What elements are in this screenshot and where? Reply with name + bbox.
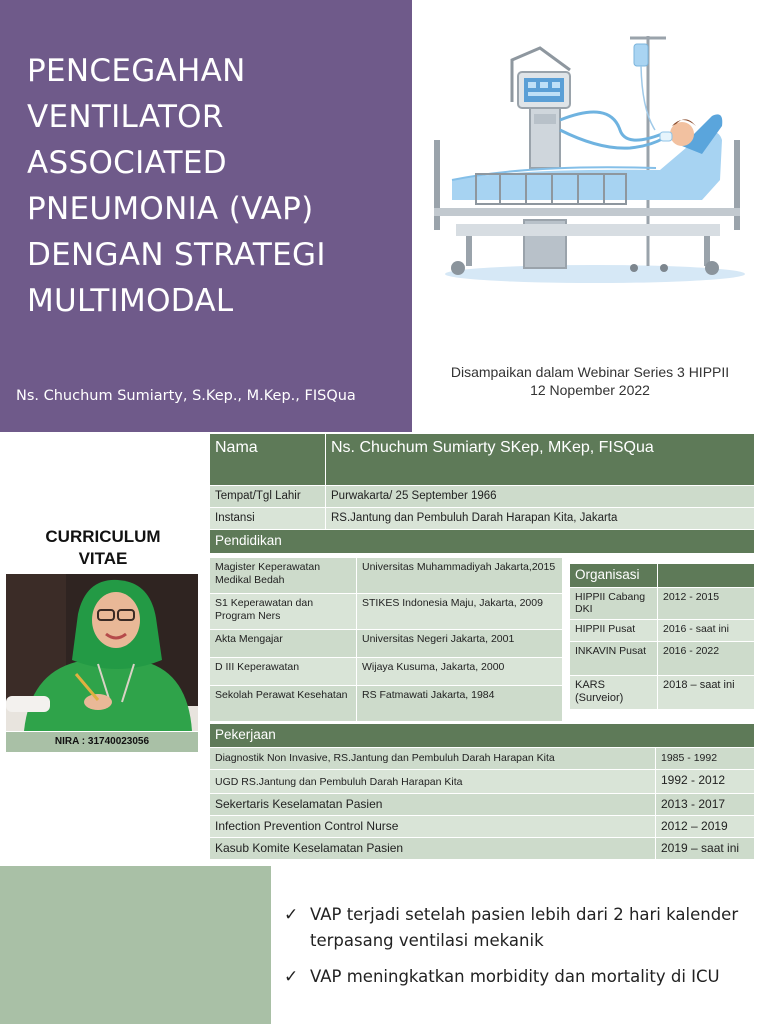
event-info bbox=[412, 363, 768, 399]
check-icon: ✓ bbox=[284, 967, 299, 987]
cv-heading-line: CURRICULUM bbox=[45, 527, 161, 546]
organization-name-cell: INKAVIN Pusat bbox=[570, 642, 658, 676]
event-name: Disampaikan dalam Webinar Series 3 HIPPII bbox=[450, 364, 730, 380]
work-years-cell: 1992 - 2012 bbox=[656, 770, 755, 794]
curriculum-vitae-slide bbox=[0, 432, 768, 866]
work-years-cell: 2019 – saat ini bbox=[656, 838, 755, 860]
work-years-cell: 2012 – 2019 bbox=[656, 816, 755, 838]
organization-name-cell: KARS (Surveior) bbox=[570, 676, 658, 710]
decorative-side-panel bbox=[0, 866, 271, 1024]
vap-bullet-list bbox=[284, 902, 744, 1000]
organization-name-cell: HIPPII Pusat bbox=[570, 620, 658, 642]
organization-years-cell: 2018 – saat ini bbox=[658, 676, 755, 710]
education-degree-cell: D III Keperawatan bbox=[210, 658, 357, 686]
event-date: 12 Nopember 2022 bbox=[530, 382, 650, 398]
title-line: ASSOCIATED bbox=[27, 145, 227, 181]
work-job-cell: Sekertaris Keselamatan Pasien bbox=[210, 794, 656, 816]
education-school-cell: Universitas Negeri Jakarta, 2001 bbox=[357, 630, 563, 658]
education-degree-cell: Akta Mengajar bbox=[210, 630, 357, 658]
organization-years-cell: 2012 - 2015 bbox=[658, 588, 755, 620]
institution-value-cell: RS.Jantung dan Pembuluh Darah Harapan Kita, Jakarta bbox=[326, 508, 755, 530]
organization-years-cell: 2016 - saat ini bbox=[658, 620, 755, 642]
title-line: MULTIMODAL bbox=[27, 283, 234, 319]
title-line: PENCEGAHAN bbox=[27, 53, 246, 89]
organization-years-cell: 2016 - 2022 bbox=[658, 642, 755, 676]
title-line: DENGAN STRATEGI bbox=[27, 237, 326, 273]
work-job-cell: Diagnostik Non Invasive, RS.Jantung dan Pembuluh Darah Harapan Kita bbox=[210, 748, 656, 770]
check-icon: ✓ bbox=[284, 905, 299, 925]
title-panel bbox=[0, 0, 412, 432]
education-degree-cell: Sekolah Perawat Kesehatan bbox=[210, 686, 357, 722]
cv-heading bbox=[18, 526, 188, 570]
bullet-item bbox=[284, 902, 744, 954]
organization-header-blank bbox=[658, 564, 755, 588]
institution-label-cell: Instansi bbox=[210, 508, 326, 530]
work-years-cell: 1985 - 1992 bbox=[656, 748, 755, 770]
work-job-cell: UGD RS.Jantung dan Pembuluh Darah Harapan Kita bbox=[210, 770, 656, 794]
name-value-cell: Ns. Chuchum Sumiarty SKep, MKep, FISQua bbox=[326, 434, 755, 486]
education-section-header: Pendidikan bbox=[210, 530, 755, 554]
education-school-cell: STIKES Indonesia Maju, Jakarta, 2009 bbox=[357, 594, 563, 630]
ventilator-patient-illustration bbox=[420, 30, 760, 290]
work-section-header: Pekerjaan bbox=[210, 724, 755, 748]
bullet-text: VAP terjadi setelah pasien lebih dari 2 hari kalender terpasang ventilasi mekanik bbox=[310, 905, 739, 950]
presenter-photo bbox=[6, 574, 198, 731]
education-school-cell: Universitas Muhammadiyah Jakarta,2015 bbox=[357, 558, 563, 594]
presenter-portrait-image bbox=[6, 574, 198, 731]
organization-name-cell: HIPPII Cabang DKI bbox=[570, 588, 658, 620]
education-degree-cell: Magister Keperawatan Medikal Bedah bbox=[210, 558, 357, 594]
birth-value-cell: Purwakarta/ 25 September 1966 bbox=[326, 486, 755, 508]
title-slide bbox=[0, 0, 768, 432]
name-label-cell: Nama bbox=[210, 434, 326, 486]
education-degree-cell: S1 Keperawatan dan Program Ners bbox=[210, 594, 357, 630]
work-job-cell: Infection Prevention Control Nurse bbox=[210, 816, 656, 838]
work-job-cell: Kasub Komite Keselamatan Pasien bbox=[210, 838, 656, 860]
title-line: PNEUMONIA (VAP) bbox=[27, 191, 314, 227]
birth-label-cell: Tempat/Tgl Lahir bbox=[210, 486, 326, 508]
title-line: VENTILATOR bbox=[27, 99, 224, 135]
education-school-cell: RS Fatmawati Jakarta, 1984 bbox=[357, 686, 563, 722]
work-years-cell: 2013 - 2017 bbox=[656, 794, 755, 816]
bullet-text: VAP meningkatkan morbidity dan mortality di ICU bbox=[310, 967, 720, 986]
presentation-title bbox=[27, 48, 407, 324]
cv-heading-line: VITAE bbox=[78, 549, 128, 568]
presenter-name: Ns. Chuchum Sumiarty, S.Kep., M.Kep., FISQua bbox=[16, 388, 356, 404]
education-school-cell: Wijaya Kusuma, Jakarta, 2000 bbox=[357, 658, 563, 686]
vap-facts-slide bbox=[0, 866, 768, 1024]
nira-label: NIRA : 31740023056 bbox=[6, 732, 198, 752]
organization-section-header: Organisasi bbox=[570, 564, 658, 588]
bullet-item bbox=[284, 964, 744, 990]
